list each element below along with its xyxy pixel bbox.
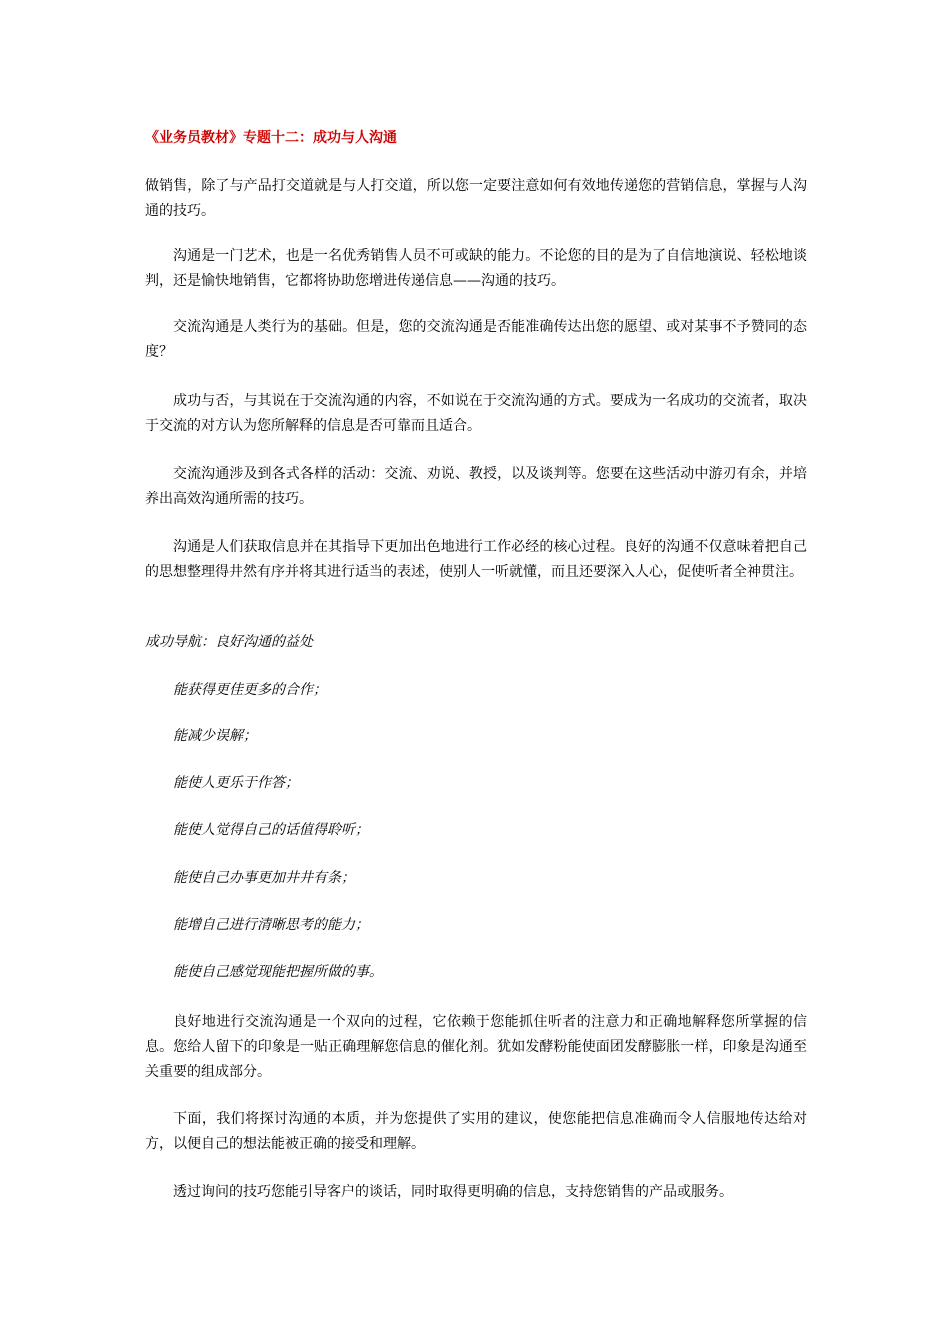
benefit-item: 能使自己办事更加井井有条； xyxy=(173,870,355,886)
paragraph-7: 下面，我们将探讨沟通的本质，并为您提供了实用的建议，使您能把信息准确而令人信服地传达给对方，以便自己的想法能被正确的接受和理解。 xyxy=(145,1111,807,1152)
paragraph-6: 良好地进行交流沟通是一个双向的过程，它依赖于您能抓住听者的注意力和正确地解释您所掌握的信息。您给人留下的印象是一贴正确理解您信息的催化剂。犹如发酵粉能使面团发酵膨胀一样，印象是沟通至关重要的组成部分。 xyxy=(145,1014,807,1080)
paragraph-4: 交流沟通涉及到各式各样的活动：交流、劝说、教授，以及谈判等。您要在这些活动中游刃有余，并培养出高效沟通所需的技巧。 xyxy=(145,466,807,507)
benefit-item: 能获得更佳更多的合作； xyxy=(173,682,327,698)
document-title: 《业务员教材》专题十二：成功与人沟通 xyxy=(145,130,397,146)
paragraph-8: 透过询问的技巧您能引导客户的谈话，同时取得更明确的信息，支持您销售的产品或服务。 xyxy=(173,1184,733,1200)
benefit-item: 能使自己感觉现能把握所做的事。 xyxy=(173,964,383,980)
paragraph-3: 成功与否，与其说在于交流沟通的内容，不如说在于交流沟通的方式。要成为一名成功的交流者，取决于交流的对方认为您所解释的信息是否可靠而且适合。 xyxy=(145,393,807,434)
benefit-item: 能使人觉得自己的话值得聆听； xyxy=(173,822,369,838)
benefit-item: 能减少误解； xyxy=(173,728,257,744)
nav-heading: 成功导航：良好沟通的益处 xyxy=(145,634,313,650)
paragraph-2: 交流沟通是人类行为的基础。但是，您的交流沟通是否能准确传达出您的愿望、或对某事不予赞同的态度？ xyxy=(145,319,807,360)
benefit-item: 能使人更乐于作答； xyxy=(173,775,299,791)
benefit-item: 能增自己进行清晰思考的能力； xyxy=(173,917,369,933)
paragraph-1: 沟通是一门艺术，也是一名优秀销售人员不可或缺的能力。不论您的目的是为了自信地演说、轻松地谈判，还是愉快地销售，它都将协助您增进传递信息——沟通的技巧。 xyxy=(145,248,807,289)
intro-paragraph: 做销售，除了与产品打交道就是与人打交道，所以您一定要注意如何有效地传递您的营销信息，掌握与人沟通的技巧。 xyxy=(145,178,807,219)
paragraph-5: 沟通是人们获取信息并在其指导下更加出色地进行工作必经的核心过程。良好的沟通不仅意味着把自己的思想整理得井然有序并将其进行适当的表述，使别人一听就懂，而且还要深入人心，促使听者全神贯注。 xyxy=(145,539,807,580)
